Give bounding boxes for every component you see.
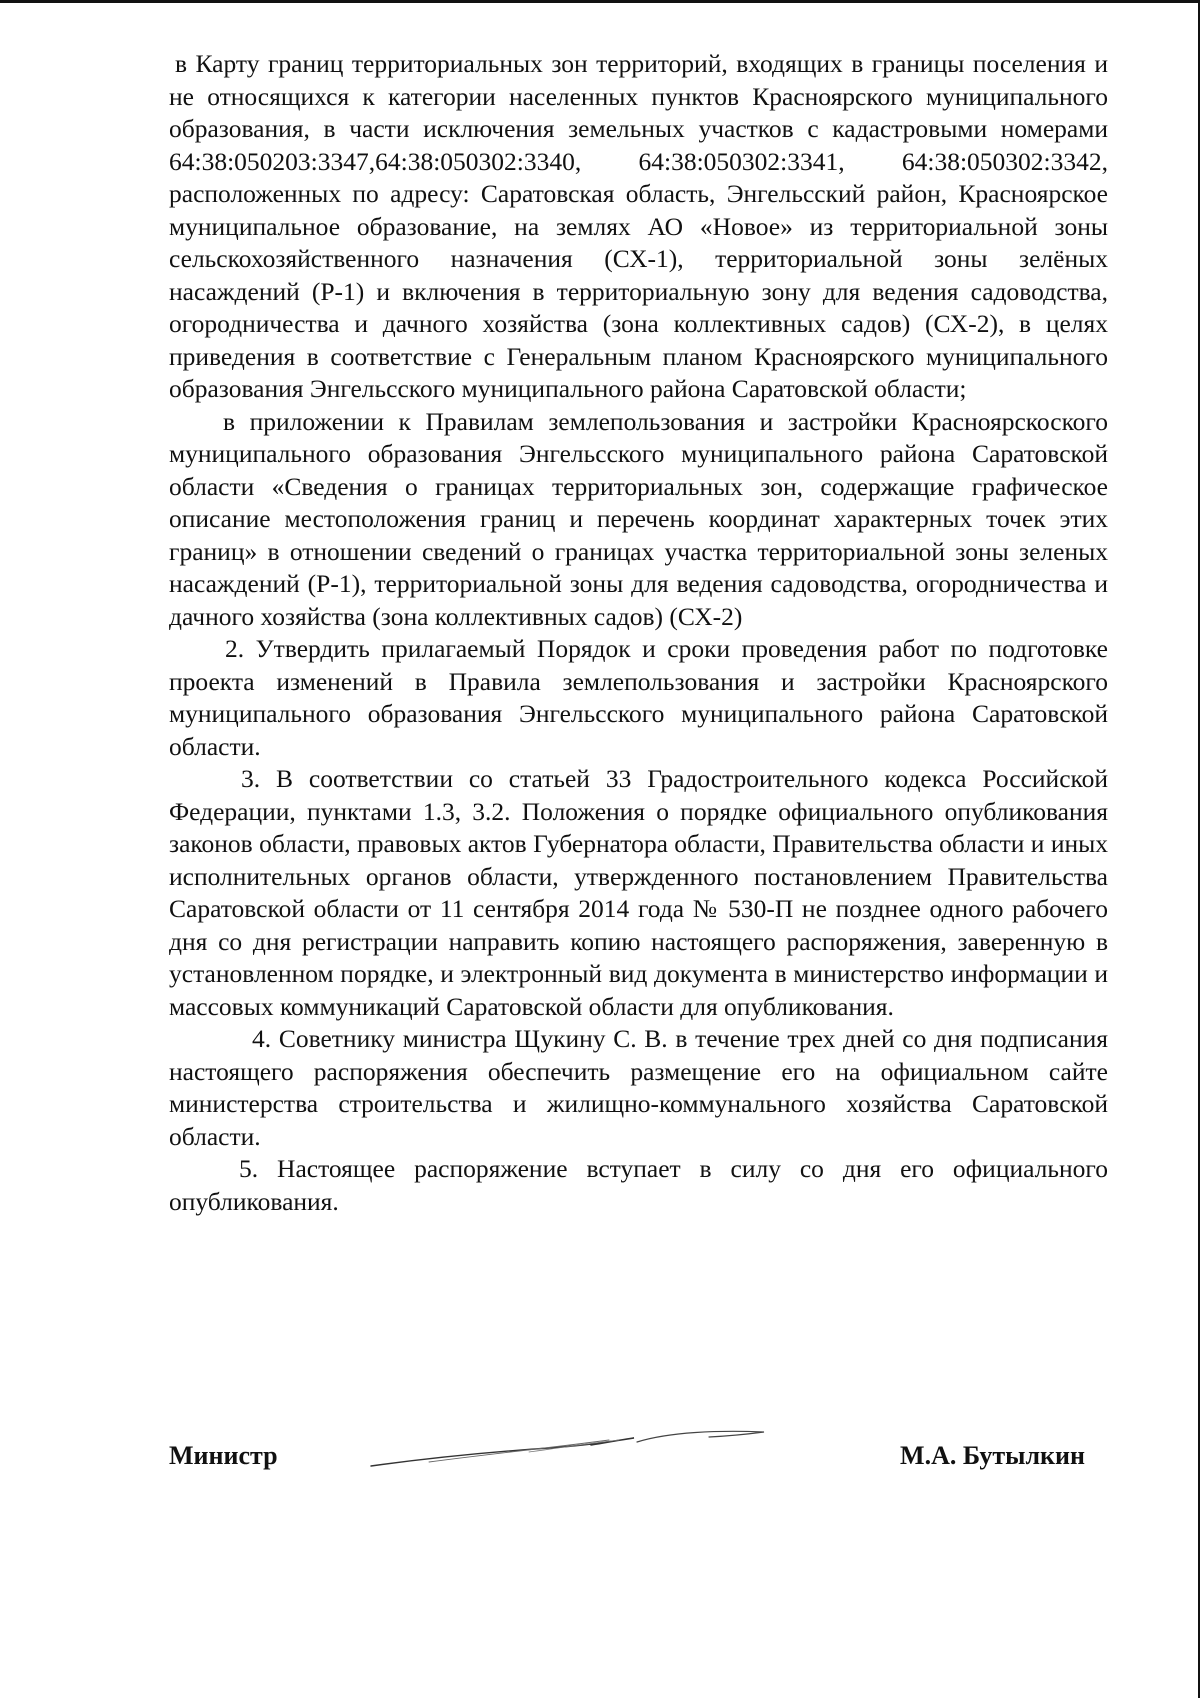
paragraph-item-2: 2. Утвердить прилагаемый Порядок и сроки проведения работ по подготовке проекта изменений в Правила землепользования и застройки Красноярского муниципального образования Энгельсского муниципального района Саратовской области. xyxy=(169,634,1108,761)
paragraph-item-5: 5. Настоящее распоряжение вступает в силу со дня его официального опубликования. xyxy=(169,1154,1108,1216)
scan-edge-top xyxy=(0,0,1200,3)
paragraph-zone-map: в Карту границ территориальных зон территорий, входящих в границы поселения и не относящихся к категории населенных пунктов Красноярского муниципального образования, в части исключения земельных участков с кадастровыми номерами 64:38:050203:3347,64:38:050302:3340, 64:38:050302:3341, 64:38:050302:3342, расположенных по адресу: Саратовская область, Энгельсский район, Красноярское муниципальное образование, на землях АО «Новое» из территориальной зоны сельскохозяйственного назначения (СХ-1), территориальной зоны зелёных насаждений (Р-1) и включения в территориальную зону для ведения садоводства, огородничества и дачного хозяйства (зона коллективных садов) (СХ-2), в целях приведения в соответствие с Генеральным планом Красноярского муниципального образования Энгельсского муниципального района Саратовской области; xyxy=(169,49,1108,403)
document-body xyxy=(169,48,1108,1218)
paragraph-item-3: 3. В соответствии со статьей 33 Градостроительного кодекса Российской Федерации, пунктами 1.3, 3.2. Положения о порядке официального опубликования законов области, правовых актов Губернатора области, Правительства области и иных исполнительных органов области, утвержденного постановлением Правительства Саратовской области от 11 сентября 2014 года № 530-П не позднее одного рабочего дня со дня регистрации направить копию настоящего распоряжения, заверенную в установленном порядке, и электронный вид документа в министерство информации и массовых коммуникаций Саратовской области для опубликования. xyxy=(169,764,1108,1021)
signatory-name: М.А. Бутылкин xyxy=(900,1441,1085,1470)
paragraph-appendix: в приложении к Правилам землепользования и застройки Красноярскоского муниципального образования Энгельсского муниципального района Саратовской области «Сведения о границах территориальных зон, содержащие графическое описание местоположения границ и перечень координат характерных точек этих границ» в отношении сведений о границах участка территориальной зоны зеленых насаждений (Р-1), территориальной зоны для ведения садоводства, огородничества и дачного хозяйства (зона коллективных садов) (СХ-2) xyxy=(169,406,1108,631)
paragraph-item-4: 4. Советнику министра Щукину С. В. в течение трех дней со дня подписания настоящего распоряжения обеспечить размещение его на официальном сайте министерства строительства и жилищно-коммунального хозяйства Саратовской области. xyxy=(169,1024,1108,1151)
signatory-title: Министр xyxy=(169,1441,278,1470)
signature-block xyxy=(169,1440,1085,1510)
handwritten-signature xyxy=(369,1418,799,1478)
